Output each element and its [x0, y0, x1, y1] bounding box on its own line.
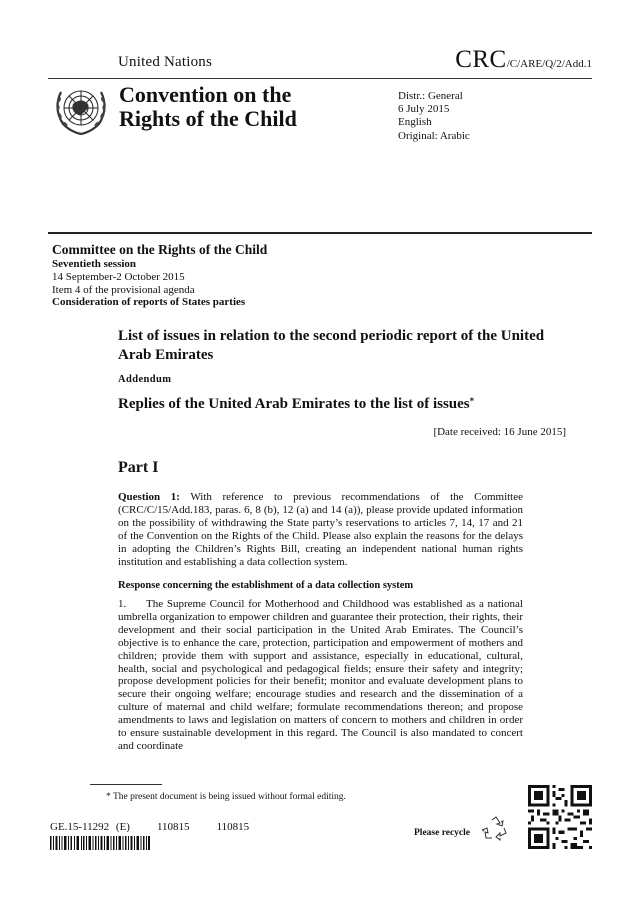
response-heading: Response concerning the establishment of a data collection system [118, 580, 414, 591]
session-dates: 14 September-2 October 2015 [52, 270, 185, 283]
barcode-icon [50, 836, 150, 850]
footnote-marker[interactable]: * [469, 396, 475, 406]
organization-name: United Nations [118, 54, 213, 70]
header-rule [48, 78, 592, 79]
convention-title-line1: Convention on the [119, 82, 292, 107]
recycle-label: Please recycle [414, 828, 470, 838]
agenda-item-title: Consideration of reports of States parties [52, 296, 246, 309]
part-heading: Part I [118, 459, 159, 476]
committee-block [52, 241, 267, 309]
document-symbol [455, 46, 592, 74]
paragraph-number: 1. [118, 598, 127, 610]
un-emblem-icon [51, 84, 111, 136]
convention-title [119, 83, 297, 131]
session-name: Seventieth session [52, 258, 137, 270]
distr-date: 6 July 2015 [398, 103, 450, 116]
date-code-1: 110815 [156, 821, 190, 833]
paragraph-text: The Supreme Council for Motherhood and Childhood was established as a national umbrella organization to empower children and guarantee their protection, their rights, their development and their social participation in the United Arab Emirates. The Council’s objective is to enhance the care, protection, participation and empowerment of mothers and children; provide them with support and assistance, especially in educational, cultural, health, social and psychological and pedagogical fields; ensure their safety and integrity; propose development policies for their benefit; monitor and evaluate development plans to secure their ongoing welfare; encourage studies and research and the dissemination of a culture of maternal and child welfare; formulate recommendations thereon; and propose amendments to laws and legislation on matters of concern to mothers and children in order to ensure sustainable development in this regard. The Council is also mandated to concert and coordinate [118, 598, 523, 752]
date-received: [Date received: 16 June 2015] [433, 426, 566, 438]
footnote-rule [90, 784, 162, 785]
paragraph-1 [118, 598, 523, 753]
distr-original: Original: Arabic [398, 129, 470, 142]
job-number-line [50, 821, 249, 833]
document-heading: List of issues in relation to the second periodic report of the United Arab Emirates [118, 328, 545, 363]
symbol-suffix: /C/ARE/Q/2/Add.1 [506, 58, 592, 70]
question-text: With reference to previous recommendations of the Committee (CRC/C/15/Add.183, paras. 6, 8 (b), 12 (a) and 14 (a)), please provide updated information on the possibility of withdrawing the State party’s reservations to articles 7, 14, 17 and 21 of the Convention on the Rights of the Child. Please also explain the reasons for the delays in adopting the Children’s Rights Bill, creating an independent national human rights institution and establishing a data collection system. [118, 491, 523, 568]
question-1 [118, 491, 523, 568]
distr-general: Distr.: General [398, 90, 463, 102]
qr-code-icon [528, 785, 592, 849]
distribution-block [398, 90, 470, 143]
replies-title [118, 396, 474, 413]
distr-language: English [398, 116, 432, 129]
question-label: Question 1: [118, 491, 180, 503]
job-number: GE.15-11292 (E) [50, 821, 130, 833]
agenda-item: Item 4 of the provisional agenda [52, 283, 195, 296]
committee-name: Committee on the Rights of the Child [52, 242, 268, 257]
addendum-label: Addendum [118, 374, 172, 385]
recycle-icon [482, 814, 510, 842]
date-code-2: 110815 [216, 821, 250, 833]
replies-title-text: Replies of the United Arab Emirates to the list of issues [118, 396, 470, 412]
convention-title-line2: Rights of the Child [119, 106, 297, 131]
header-divider [48, 232, 592, 234]
footnote: * The present document is being issued without formal editing. [106, 792, 346, 802]
symbol-main: CRC [455, 46, 507, 73]
